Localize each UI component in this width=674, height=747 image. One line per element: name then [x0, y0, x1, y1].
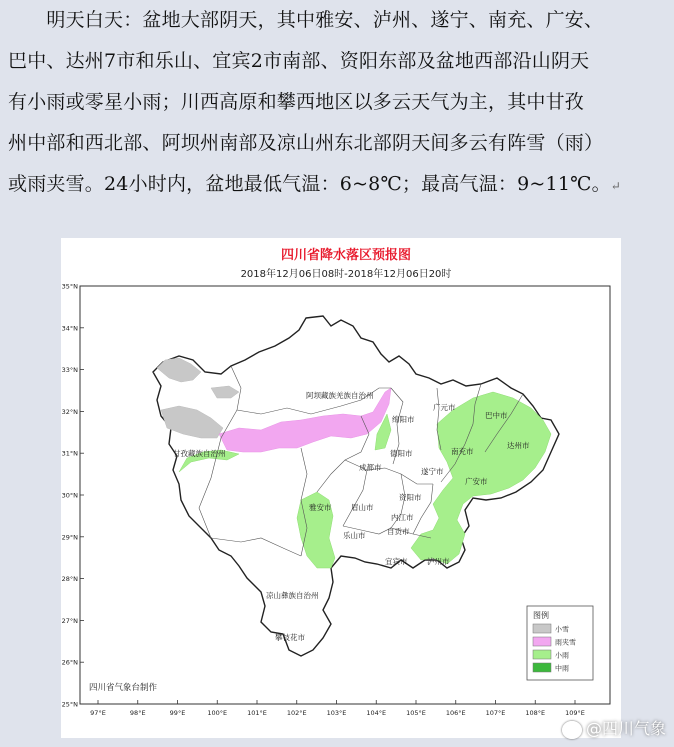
precipitation-map-card — [61, 238, 621, 738]
legend-label: 小雪 — [555, 625, 569, 634]
forecast-line-5-text: 或雨夹雪。24小时内，盆地最低气温：6~8℃；最高气温：9~11℃。 — [8, 173, 611, 195]
label-dazhou: 达州市 — [507, 441, 530, 450]
label-zigong: 自贡市 — [387, 527, 410, 536]
map-subtitle: 2018年12月06日08时-2018年12月06日20时 — [240, 269, 452, 280]
lat-tick-label: 30°N — [61, 491, 78, 500]
lon-tick-label: 106°E — [445, 709, 466, 717]
lon-tick-label: 98°E — [129, 709, 146, 717]
legend-swatch — [533, 624, 551, 633]
lon-tick-label: 103°E — [326, 709, 347, 717]
lon-tick-label: 105°E — [406, 709, 426, 717]
label-guangan: 广安市 — [465, 477, 488, 486]
label-panzhihua: 攀枝花市 — [275, 633, 305, 642]
lon-tick-label: 97°E — [90, 709, 106, 717]
label-bazhong: 巴中市 — [485, 411, 508, 420]
legend-title: 图例 — [533, 611, 549, 620]
lat-tick-label: 26°N — [61, 658, 78, 667]
lat-tick-label: 31°N — [61, 449, 78, 458]
label-liangshan: 凉山彝族自治州 — [266, 591, 319, 600]
forecast-line-3: 有小雨或零星小雨；川西高原和攀西地区以多云天气为主，其中甘孜 — [8, 91, 585, 113]
lon-tick-label: 102°E — [286, 709, 307, 717]
lon-tick-label: 104°E — [366, 709, 387, 717]
label-leshan: 乐山市 — [343, 531, 366, 540]
producer-label: 四川省气象台制作 — [89, 683, 158, 693]
legend-label: 中雨 — [555, 664, 569, 673]
lon-tick-label: 100°E — [207, 709, 228, 717]
forecast-line-4: 州中部和西北部、阿坝州南部及凉山州东北部阴天间多云有阵雪（雨） — [8, 132, 604, 154]
weibo-icon — [562, 721, 582, 739]
precipitation-map — [61, 238, 621, 738]
forecast-line-2: 巴中、达州7市和乐山、宜宾2市南部、资阳东部及盆地西部沿山阴天 — [8, 50, 590, 72]
lat-tick-label: 27°N — [61, 616, 78, 625]
label-yibin: 宜宾市 — [385, 557, 408, 566]
forecast-line-5 — [8, 164, 668, 205]
lat-tick-label: 35°N — [61, 282, 78, 291]
lat-tick-label: 33°N — [61, 366, 78, 375]
label-nanchong: 南充市 — [451, 447, 474, 456]
map-legend — [527, 606, 593, 680]
lon-tick-label: 109°E — [565, 709, 585, 717]
lon-tick-label: 99°E — [169, 709, 186, 717]
lat-tick-label: 28°N — [61, 575, 78, 584]
legend-swatch — [533, 663, 551, 672]
weibo-watermark — [562, 716, 666, 739]
map-title: 四川省降水落区预报图 — [280, 248, 412, 263]
lon-tick-label: 108°E — [525, 709, 546, 717]
legend-label: 雨夹雪 — [555, 638, 576, 647]
label-ziyang: 资阳市 — [399, 493, 422, 502]
lat-tick-label: 32°N — [61, 407, 78, 416]
label-deyang: 德阳市 — [390, 449, 413, 458]
label-yaan: 雅安市 — [309, 503, 332, 512]
label-guangyuan: 广元市 — [433, 403, 456, 412]
legend-label: 小雨 — [555, 651, 569, 660]
label-aba: 阿坝藏族羌族自治州 — [306, 391, 374, 400]
label-mianyang: 绵阳市 — [392, 415, 415, 424]
lon-tick-label: 107°E — [485, 709, 506, 717]
label-suining: 遂宁市 — [421, 467, 444, 476]
lon-tick-label: 101°E — [247, 709, 267, 717]
legend-swatch — [533, 637, 551, 646]
label-chengdu: 成都市 — [359, 463, 382, 472]
label-meishan: 眉山市 — [351, 503, 374, 512]
return-mark-icon: ↵ — [610, 179, 622, 193]
label-ganzi: 甘孜藏族自治州 — [173, 449, 226, 458]
label-neijiang: 内江市 — [391, 513, 414, 522]
legend-swatch — [533, 650, 551, 659]
forecast-text — [8, 0, 668, 205]
lat-tick-label: 25°N — [61, 700, 78, 709]
watermark-text: @四川气象 — [585, 719, 666, 738]
lat-tick-label: 34°N — [61, 324, 78, 333]
forecast-line-1: 明天白天：盆地大部阴天，其中雅安、泸州、遂宁、南充、广安、 — [8, 9, 604, 31]
label-luzhou: 泸州市 — [427, 557, 450, 566]
lat-tick-label: 29°N — [61, 533, 78, 542]
